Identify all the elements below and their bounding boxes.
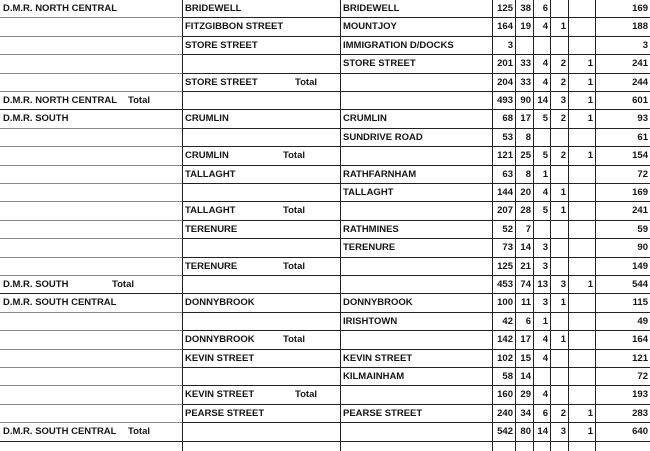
value-col-1: 207 [497,205,513,217]
value-col-3: 6 [542,407,548,419]
value-col-4 [550,166,568,184]
district-total-label: Total [283,205,305,217]
district-cell [182,184,340,202]
row-total: 169 [632,187,648,198]
value-col-3: 14 [537,95,548,106]
value-col-1: 102 [497,352,513,364]
table-row [0,92,650,110]
value-col-3 [533,129,550,147]
row-total: 90 [637,242,648,254]
row-divider [0,441,650,442]
value-col-4 [550,0,568,18]
value-col-3: 3 [542,242,548,254]
value-col-4: 2 [560,76,566,88]
value-col-3 [533,368,550,386]
subdistrict-cell: TALLAGHT [343,187,394,198]
division-cell: D.M.R. NORTH CENTRAL [3,3,117,14]
row-total: 59 [637,223,648,235]
table-row [0,221,650,239]
value-col-3: 5 [542,113,548,125]
district-cell: DONNYBROOK [185,297,255,309]
value-col-3 [533,221,550,239]
subdistrict-cell: KILMAINHAM [343,371,405,382]
division-cell [0,74,182,92]
division-cell [0,37,182,55]
value-col-2: 17 [520,334,531,346]
value-col-5: 1 [587,407,593,419]
value-col-5 [568,184,595,202]
district-cell: TERENURE [185,260,238,272]
value-col-3: 1 [542,168,548,180]
value-col-1: 73 [502,242,513,254]
value-col-5 [568,313,595,331]
value-col-4: 2 [560,407,566,419]
value-col-5: 1 [587,76,593,88]
district-cell: STORE STREET [185,76,258,88]
value-col-5 [568,368,595,386]
value-col-5: 1 [587,58,593,70]
value-col-5 [568,386,595,404]
value-col-1: 125 [497,3,513,14]
row-total: 241 [632,205,648,217]
district-cell: CRUMLIN [185,150,229,162]
subdistrict-cell [340,331,492,349]
subdistrict-cell [340,276,492,294]
value-col-2: 19 [520,21,531,33]
value-col-1: 240 [497,407,513,419]
value-col-3: 6 [542,3,548,14]
district-cell: BRIDEWELL [185,3,242,14]
division-cell [0,129,182,147]
value-col-2: 14 [520,371,531,382]
value-col-3: 3 [542,297,548,309]
value-col-4 [550,350,568,368]
division-cell [0,405,182,423]
subdistrict-cell: RATHFARNHAM [343,168,417,180]
district-cell [182,129,340,147]
division-cell [0,386,182,404]
value-col-1: 58 [502,371,513,382]
column-divider [340,0,341,451]
division-cell: D.M.R. SOUTH CENTRAL [3,426,117,438]
value-col-1: 142 [497,334,513,346]
value-col-1: 68 [502,113,513,125]
value-col-5: 1 [587,95,593,106]
value-col-1: 3 [507,39,513,51]
district-total-label: Total [295,389,317,401]
value-col-4: 3 [560,95,566,106]
table-row [0,147,650,165]
subdistrict-cell: DONNYBROOK [343,297,413,309]
district-total-label: Total [283,334,305,346]
value-col-1: 42 [502,315,513,327]
division-total-label: Total [128,426,150,438]
table-row [0,37,650,55]
value-col-3: 5 [542,150,548,162]
table-row [0,184,650,202]
row-total: 72 [637,371,648,382]
row-total: 3 [642,39,648,51]
division-total-label: Total [128,95,150,106]
district-cell [182,92,340,110]
value-col-2: 80 [520,426,531,438]
value-col-1: 52 [502,223,513,235]
row-total: 640 [632,426,648,438]
table-row [0,129,650,147]
district-cell: STORE STREET [185,39,258,51]
subdistrict-cell [340,386,492,404]
value-col-4 [550,129,568,147]
division-cell [0,147,182,165]
table-row [0,166,650,184]
value-col-2: 6 [525,315,531,327]
value-col-5: 1 [587,150,593,162]
row-total: 241 [632,58,648,70]
subdistrict-cell [340,202,492,220]
value-col-3: 4 [542,187,548,198]
value-col-3: 4 [542,352,548,364]
district-cell: KEVIN STREET [185,352,255,364]
district-cell: DONNYBROOK [185,334,255,346]
value-col-5 [568,129,595,147]
value-col-3 [533,37,550,55]
value-col-1: 53 [502,131,513,143]
value-col-4 [550,313,568,331]
value-col-4: 3 [560,279,566,290]
value-col-5: 1 [587,279,593,290]
value-col-5 [568,294,595,312]
subdistrict-cell: MOUNTJOY [343,21,397,33]
district-cell: TERENURE [185,223,238,235]
value-col-3: 14 [537,426,548,438]
value-col-5 [568,166,595,184]
district-total-label: Total [295,76,317,88]
value-col-4 [550,386,568,404]
district-cell [182,368,340,386]
division-cell [0,55,182,73]
value-col-1: 160 [497,389,513,401]
value-col-1: 542 [497,426,513,438]
division-cell [0,313,182,331]
column-divider [515,0,516,451]
value-col-5 [568,239,595,257]
table-row [0,368,650,386]
row-total: 121 [632,352,648,364]
value-col-3: 3 [542,260,548,272]
value-col-5 [568,221,595,239]
value-col-1: 121 [497,150,513,162]
value-col-2: 7 [525,223,531,235]
value-col-4: 1 [560,205,566,217]
table-row [0,18,650,36]
table-row [0,423,650,441]
district-cell: TALLAGHT [185,205,236,217]
row-total: 115 [632,297,648,309]
value-col-4 [550,37,568,55]
value-col-2: 20 [520,187,531,198]
table-row [0,276,650,294]
subdistrict-cell: KEVIN STREET [343,352,413,364]
value-col-4: 1 [560,334,566,346]
value-col-5 [568,0,595,18]
value-col-4: 1 [560,21,566,33]
value-col-2: 33 [520,58,531,70]
value-col-4 [550,368,568,386]
subdistrict-cell: STORE STREET [343,58,416,70]
value-col-2: 34 [520,407,531,419]
subdistrict-cell: SUNDRIVE ROAD [343,131,423,143]
row-total: 188 [632,21,648,33]
subdistrict-cell: TERENURE [343,242,396,254]
value-col-2: 17 [520,113,531,125]
district-cell: TALLAGHT [185,168,236,180]
row-total: 61 [637,131,648,143]
value-col-2: 90 [520,95,531,106]
value-col-1: 201 [497,58,513,70]
column-divider [182,0,183,451]
division-cell [0,331,182,349]
table-row [0,386,650,404]
district-total-label: Total [283,150,305,162]
row-total: 93 [637,113,648,125]
value-col-5: 1 [587,113,593,125]
division-cell: D.M.R. SOUTH [3,279,69,290]
table-row [0,350,650,368]
district-total-label: Total [283,260,305,272]
table-row [0,110,650,128]
row-total: 244 [632,76,648,88]
subdistrict-cell: PEARSE STREET [343,407,423,419]
table-row [0,313,650,331]
row-total: 601 [632,95,648,106]
value-col-2: 8 [525,131,531,143]
value-col-4: 2 [560,113,566,125]
value-col-4: 1 [560,187,566,198]
value-col-2: 15 [520,352,531,364]
subdistrict-cell: IRISHTOWN [343,315,398,327]
row-total: 164 [632,334,648,346]
value-col-5 [568,18,595,36]
value-col-1: 63 [502,168,513,180]
district-cell: KEVIN STREET [185,389,255,401]
value-col-5 [568,202,595,220]
value-col-2: 25 [520,150,531,162]
value-col-5 [568,331,595,349]
value-col-3: 4 [542,334,548,346]
row-total: 193 [632,389,648,401]
division-cell: D.M.R. NORTH CENTRAL [3,95,117,106]
table-row [0,74,650,92]
value-col-2: 33 [520,76,531,88]
row-total: 49 [637,315,648,327]
subdistrict-cell [340,74,492,92]
subdistrict-cell [340,147,492,165]
value-col-5 [568,350,595,368]
value-col-3: 5 [542,205,548,217]
table-row [0,331,650,349]
division-cell [0,239,182,257]
value-col-4: 1 [560,297,566,309]
table-row [0,0,650,18]
value-col-1: 164 [497,21,513,33]
table-row [0,405,650,423]
column-divider [550,0,551,451]
value-col-3: 13 [537,279,548,290]
value-col-2: 11 [520,297,531,309]
district-cell: PEARSE STREET [185,407,265,419]
value-col-4 [550,239,568,257]
district-cell [182,276,340,294]
row-total: 544 [632,279,648,290]
value-col-2: 14 [520,242,531,254]
table-row [0,239,650,257]
division-cell [0,350,182,368]
value-col-3: 4 [542,58,548,70]
row-total: 149 [632,260,648,272]
value-col-2: 29 [520,389,531,401]
value-col-1: 144 [497,187,513,198]
district-cell [182,313,340,331]
district-cell [182,239,340,257]
value-col-3: 1 [542,315,548,327]
value-col-5 [568,258,595,276]
value-col-2 [515,37,533,55]
subdistrict-cell: CRUMLIN [343,113,387,125]
subdistrict-cell [340,92,492,110]
value-col-1: 493 [497,95,513,106]
value-col-1: 204 [497,76,513,88]
table-row [0,294,650,312]
subdistrict-cell: BRIDEWELL [343,3,400,14]
value-col-2: 38 [520,3,531,14]
value-col-1: 125 [497,260,513,272]
division-total-label: Total [112,279,134,290]
value-col-4: 3 [560,426,566,438]
district-cell: CRUMLIN [185,113,229,125]
division-cell [0,18,182,36]
value-col-4 [550,258,568,276]
division-cell [0,166,182,184]
value-col-1: 100 [497,297,513,309]
value-col-4: 2 [560,150,566,162]
column-divider [492,0,493,451]
value-col-2: 8 [525,168,531,180]
value-col-5: 1 [587,426,593,438]
district-cell: FITZGIBBON STREET [185,21,284,33]
row-total: 283 [632,407,648,419]
subdistrict-cell: RATHMINES [343,223,399,235]
value-col-4: 2 [560,58,566,70]
division-cell [0,368,182,386]
row-total: 72 [637,168,648,180]
division-cell: D.M.R. SOUTH [3,113,69,125]
division-cell [0,221,182,239]
value-col-4 [550,221,568,239]
value-col-2: 74 [520,279,531,290]
district-cell [182,423,340,441]
table-row [0,202,650,220]
district-cell [182,55,340,73]
column-divider [595,0,596,451]
value-col-5 [568,37,595,55]
table-row [0,258,650,276]
subdistrict-cell [340,423,492,441]
division-cell [0,184,182,202]
value-col-2: 21 [520,260,531,272]
division-cell [0,202,182,220]
table-row [0,55,650,73]
division-cell [0,258,182,276]
value-col-2: 28 [520,205,531,217]
division-cell: D.M.R. SOUTH CENTRAL [3,297,117,309]
value-col-1: 453 [497,279,513,290]
subdistrict-cell: IMMIGRATION D/DOCKS [343,39,454,51]
column-divider [568,0,569,451]
subdistrict-cell [340,258,492,276]
row-total: 154 [632,150,648,162]
row-total: 169 [632,3,648,14]
column-divider [533,0,534,451]
value-col-3: 4 [542,389,548,401]
value-col-3: 4 [542,21,548,33]
value-col-3: 4 [542,76,548,88]
